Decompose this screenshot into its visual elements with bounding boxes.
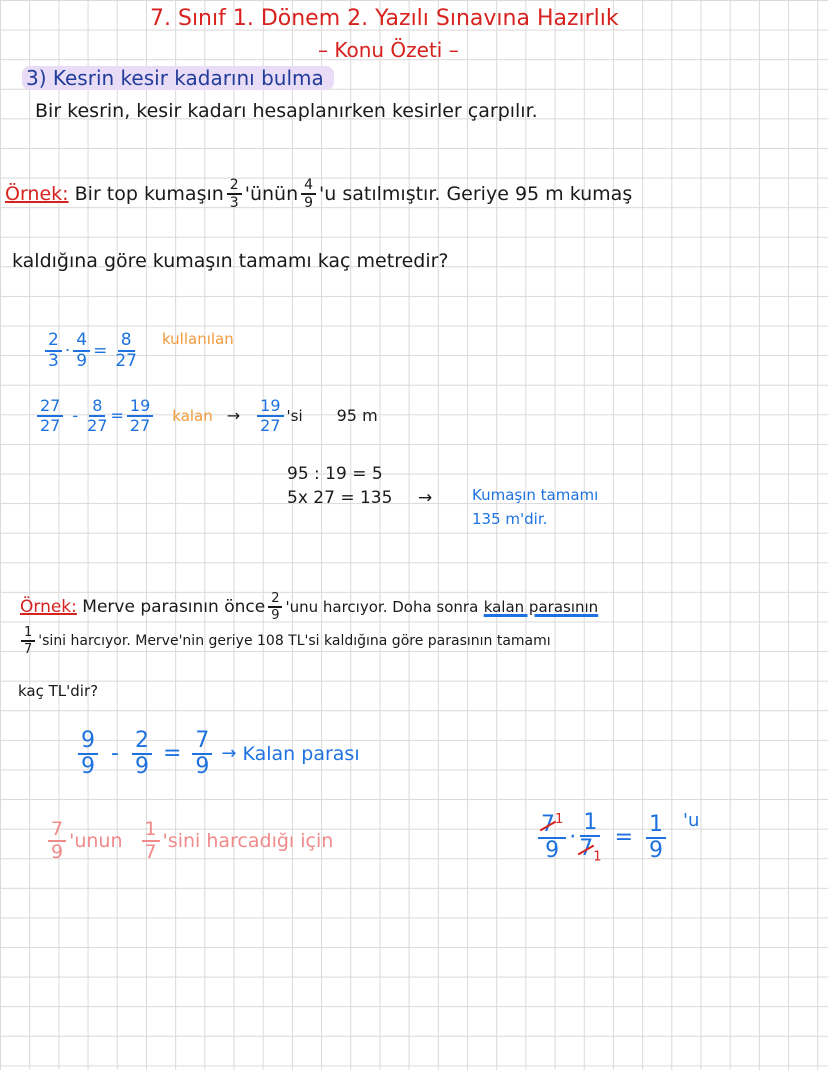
numerator: 4 [301, 178, 316, 195]
denominator: 9 [195, 754, 210, 779]
text: 'u satılmıştır. Geriye 95 m kumaş [319, 182, 633, 205]
numerator: 9 [78, 730, 98, 755]
denominator: 7 [24, 642, 33, 657]
operator: - [111, 741, 119, 766]
example2-solution2 [45, 820, 333, 862]
answer-line2: 135 m'dir. [472, 510, 548, 528]
denominator: 27 [260, 416, 281, 435]
numerator: 7 [48, 820, 66, 842]
fraction [646, 811, 666, 863]
numerator: 2 [132, 730, 152, 755]
denominator: 9 [51, 841, 64, 863]
example2-solution3 [535, 812, 699, 863]
example1-label: Örnek: [5, 182, 69, 205]
operator: · [569, 824, 577, 850]
example2-solution1 [75, 730, 360, 778]
fraction [132, 730, 152, 778]
fraction [579, 812, 601, 863]
cancelled-denominator: 7 [579, 836, 594, 861]
note: kullanılan [161, 330, 234, 348]
equals: = [110, 406, 124, 425]
arrow-icon: → [418, 488, 433, 508]
denominator: 27 [129, 416, 151, 435]
example2-line1 [20, 592, 598, 622]
cancelled-numerator: 7 [541, 812, 555, 838]
fraction [48, 820, 66, 862]
equals: = [162, 741, 182, 766]
denominator: 9 [271, 608, 280, 623]
example1-line2: kaldığına göre kumaşın tamamı kaç metredir? [12, 250, 449, 272]
fraction [73, 332, 90, 370]
numerator: 2 [227, 178, 242, 195]
text: Merve parasının önce [82, 596, 266, 617]
numerator: 8 [118, 332, 135, 352]
text: 'sini harcıyor. Merve'nin geriye 108 TL'si kaldığına göre parasının tamamı [38, 633, 551, 649]
arrow-icon: → [226, 406, 241, 425]
numerator: 1 [21, 626, 35, 642]
fraction [227, 178, 242, 210]
operator: - [72, 406, 79, 425]
denominator: 9 [545, 838, 560, 864]
denominator: 7 [144, 841, 157, 863]
section-rule: Bir kesrin, kesir kadarı hesaplanırken kesirler çarpılır. [35, 100, 538, 122]
numerator: 8 [89, 398, 105, 417]
numerator: 19 [127, 398, 153, 417]
suffix: 'u [683, 810, 700, 831]
fraction [142, 820, 160, 862]
denominator: 9 [76, 351, 88, 371]
text: 'unu harcıyor. Doha sonra [285, 597, 479, 616]
fraction [127, 398, 153, 434]
fraction [538, 813, 566, 862]
cancel-result: 1 [555, 812, 564, 828]
denominator: 27 [87, 416, 108, 435]
answer-line1: Kumaşın tamamı [472, 486, 599, 504]
fraction [268, 592, 282, 622]
suffix: 'si [286, 406, 303, 425]
cancel-result: 1 [593, 849, 602, 865]
example1-solution1 [42, 332, 234, 370]
arrow-icon: → [221, 743, 237, 764]
numerator: 2 [268, 592, 282, 608]
fraction [192, 730, 212, 778]
operator: · [64, 340, 71, 361]
calc-line1: 95 : 19 = 5 [287, 464, 383, 484]
example2-line3: kaç TL'dir? [18, 682, 99, 700]
note: kalan [172, 406, 213, 425]
equals: = [93, 340, 108, 361]
example1-line1 [5, 178, 632, 210]
example2-line2 [18, 626, 551, 656]
text: 'sini harcadığı için [162, 829, 334, 852]
denominator: 3 [48, 351, 59, 371]
numerator: 7 [192, 730, 212, 755]
denominator: 9 [649, 837, 663, 863]
denominator: 27 [40, 416, 61, 435]
section-heading [22, 68, 334, 88]
numerator: 4 [73, 332, 90, 352]
calc-line2: 5x 27 = 135 [287, 488, 393, 508]
example2-label: Örnek: [20, 596, 77, 617]
fraction [45, 332, 62, 370]
page-subtitle: – Konu Özeti – [318, 38, 459, 62]
fraction [87, 398, 107, 434]
numerator: 27 [37, 398, 63, 417]
fraction [257, 398, 283, 434]
note: Kalan parası [242, 742, 360, 765]
fraction [301, 178, 316, 210]
fraction [21, 626, 35, 656]
numerator: 1 [142, 820, 160, 842]
fraction [78, 730, 98, 778]
numerator: 1 [580, 812, 600, 837]
section-heading-text: 3) Kesrin kesir kadarını bulma [22, 66, 334, 90]
text: 'ünün [244, 182, 299, 205]
text: Bir top kumaşın [74, 182, 224, 205]
denominator: 9 [304, 195, 314, 211]
denominator: 9 [134, 754, 149, 779]
numerator: 1 [646, 814, 666, 839]
denominator: 27 [115, 351, 137, 371]
fraction [115, 332, 137, 370]
highlighted-text: kalan parasının [483, 597, 599, 616]
equals: = [614, 824, 633, 850]
numerator: 19 [257, 398, 283, 417]
text: 'unun [69, 829, 123, 852]
fraction [37, 398, 63, 434]
denominator: 3 [229, 195, 239, 211]
denominator: 9 [81, 754, 95, 779]
numerator: 2 [45, 332, 62, 352]
example1-solution2 [34, 398, 378, 434]
page-title: 7. Sınıf 1. Dönem 2. Yazılı Sınavına Hazırlık [150, 6, 619, 31]
value: 95 m [336, 406, 378, 425]
